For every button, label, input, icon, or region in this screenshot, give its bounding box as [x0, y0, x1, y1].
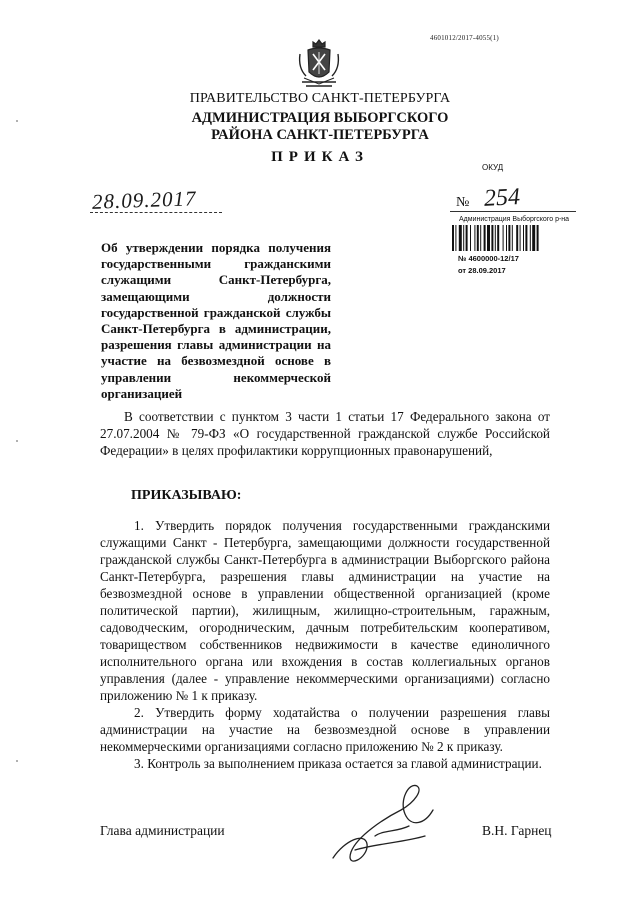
handwritten-date: 28.09.2017 [91, 186, 197, 214]
registration-stamp-date: от 28.09.2017 [458, 266, 506, 275]
barcode-icon [452, 225, 582, 251]
margin-mark [16, 120, 18, 122]
signature-name: В.Н. Гарнец [482, 823, 552, 838]
margin-mark [16, 440, 18, 442]
number-label: № [456, 195, 470, 210]
margin-mark [16, 760, 18, 762]
order-subject: Об утверждении порядка получения государственными гражданскими служащими Санкт-Петербурга, замещающими должности государственной гражданской службы Санкт-Петербурга в администрации, разрешения главы администрации на участие на безвозмездной основе в управлении некоммерческой организацией [101, 240, 331, 401]
registration-stamp-admin: Администрация Выборгского р-на [459, 216, 570, 223]
coat-of-arms-emblem [296, 38, 342, 90]
order-item-1: 1. Утвердить порядок получения государственными гражданскими служащими Санкт - Петербурга, замещающими должности государственной гражданской службы Санкт-Петербурга в администрации Выборгского района Санкт-Петербурга, разрешения главы администрации на участие на безвозмездной основе в управлении общественной организацией (кроме политической партии), жилищным, жилищно-строительным, гаражным, садоводческим, огородническим, дачным потребительским кооперативом, товариществом собственников недвижимости в качестве единоличного исполнительного органа или вхождения в состав коллегиальных органов управления (далее - управление некоммерческими организациями) согласно приложению № 1 к приказу. [100, 518, 550, 703]
handwritten-number: 254 [483, 184, 521, 212]
registration-stamp-number: № 4600000-12/17 [458, 254, 519, 263]
date-underline [90, 212, 222, 213]
document-number: 4601012/2017-4055(1) [430, 34, 499, 42]
administration-heading-line2: РАЙОНА САНКТ-ПЕТЕРБУРГА [211, 127, 429, 143]
order-item-3: 3. Контроль за выполнением приказа остается за главой администрации. [134, 756, 542, 771]
order-items [100, 517, 550, 772]
signature-title: Глава администрации [100, 823, 225, 838]
handwritten-signature [305, 740, 455, 890]
order-word: ПРИКАЗЫВАЮ: [131, 488, 242, 503]
document-type-title: ПРИКАЗ [271, 149, 369, 165]
number-underline [450, 211, 576, 212]
administration-heading-line1: АДМИНИСТРАЦИЯ ВЫБОРГСКОГО [191, 110, 449, 126]
government-heading: ПРАВИТЕЛЬСТВО САНКТ-ПЕТЕРБУРГА [189, 91, 451, 106]
okud-label: ОКУД [482, 163, 504, 172]
order-item-2: 2. Утвердить форму ходатайства о получении разрешения главы администрации на участие на безвозмездной основе в управлении некоммерческими организациями согласно приложению № 2 к приказу. [100, 705, 550, 754]
preamble-paragraph: В соответствии с пунктом 3 части 1 статьи 17 Федерального закона от 27.07.2004 № 79-ФЗ «О государственной гражданской службе Российской Федерации» в целях профилактики коррупционных правонарушений, [100, 409, 550, 458]
